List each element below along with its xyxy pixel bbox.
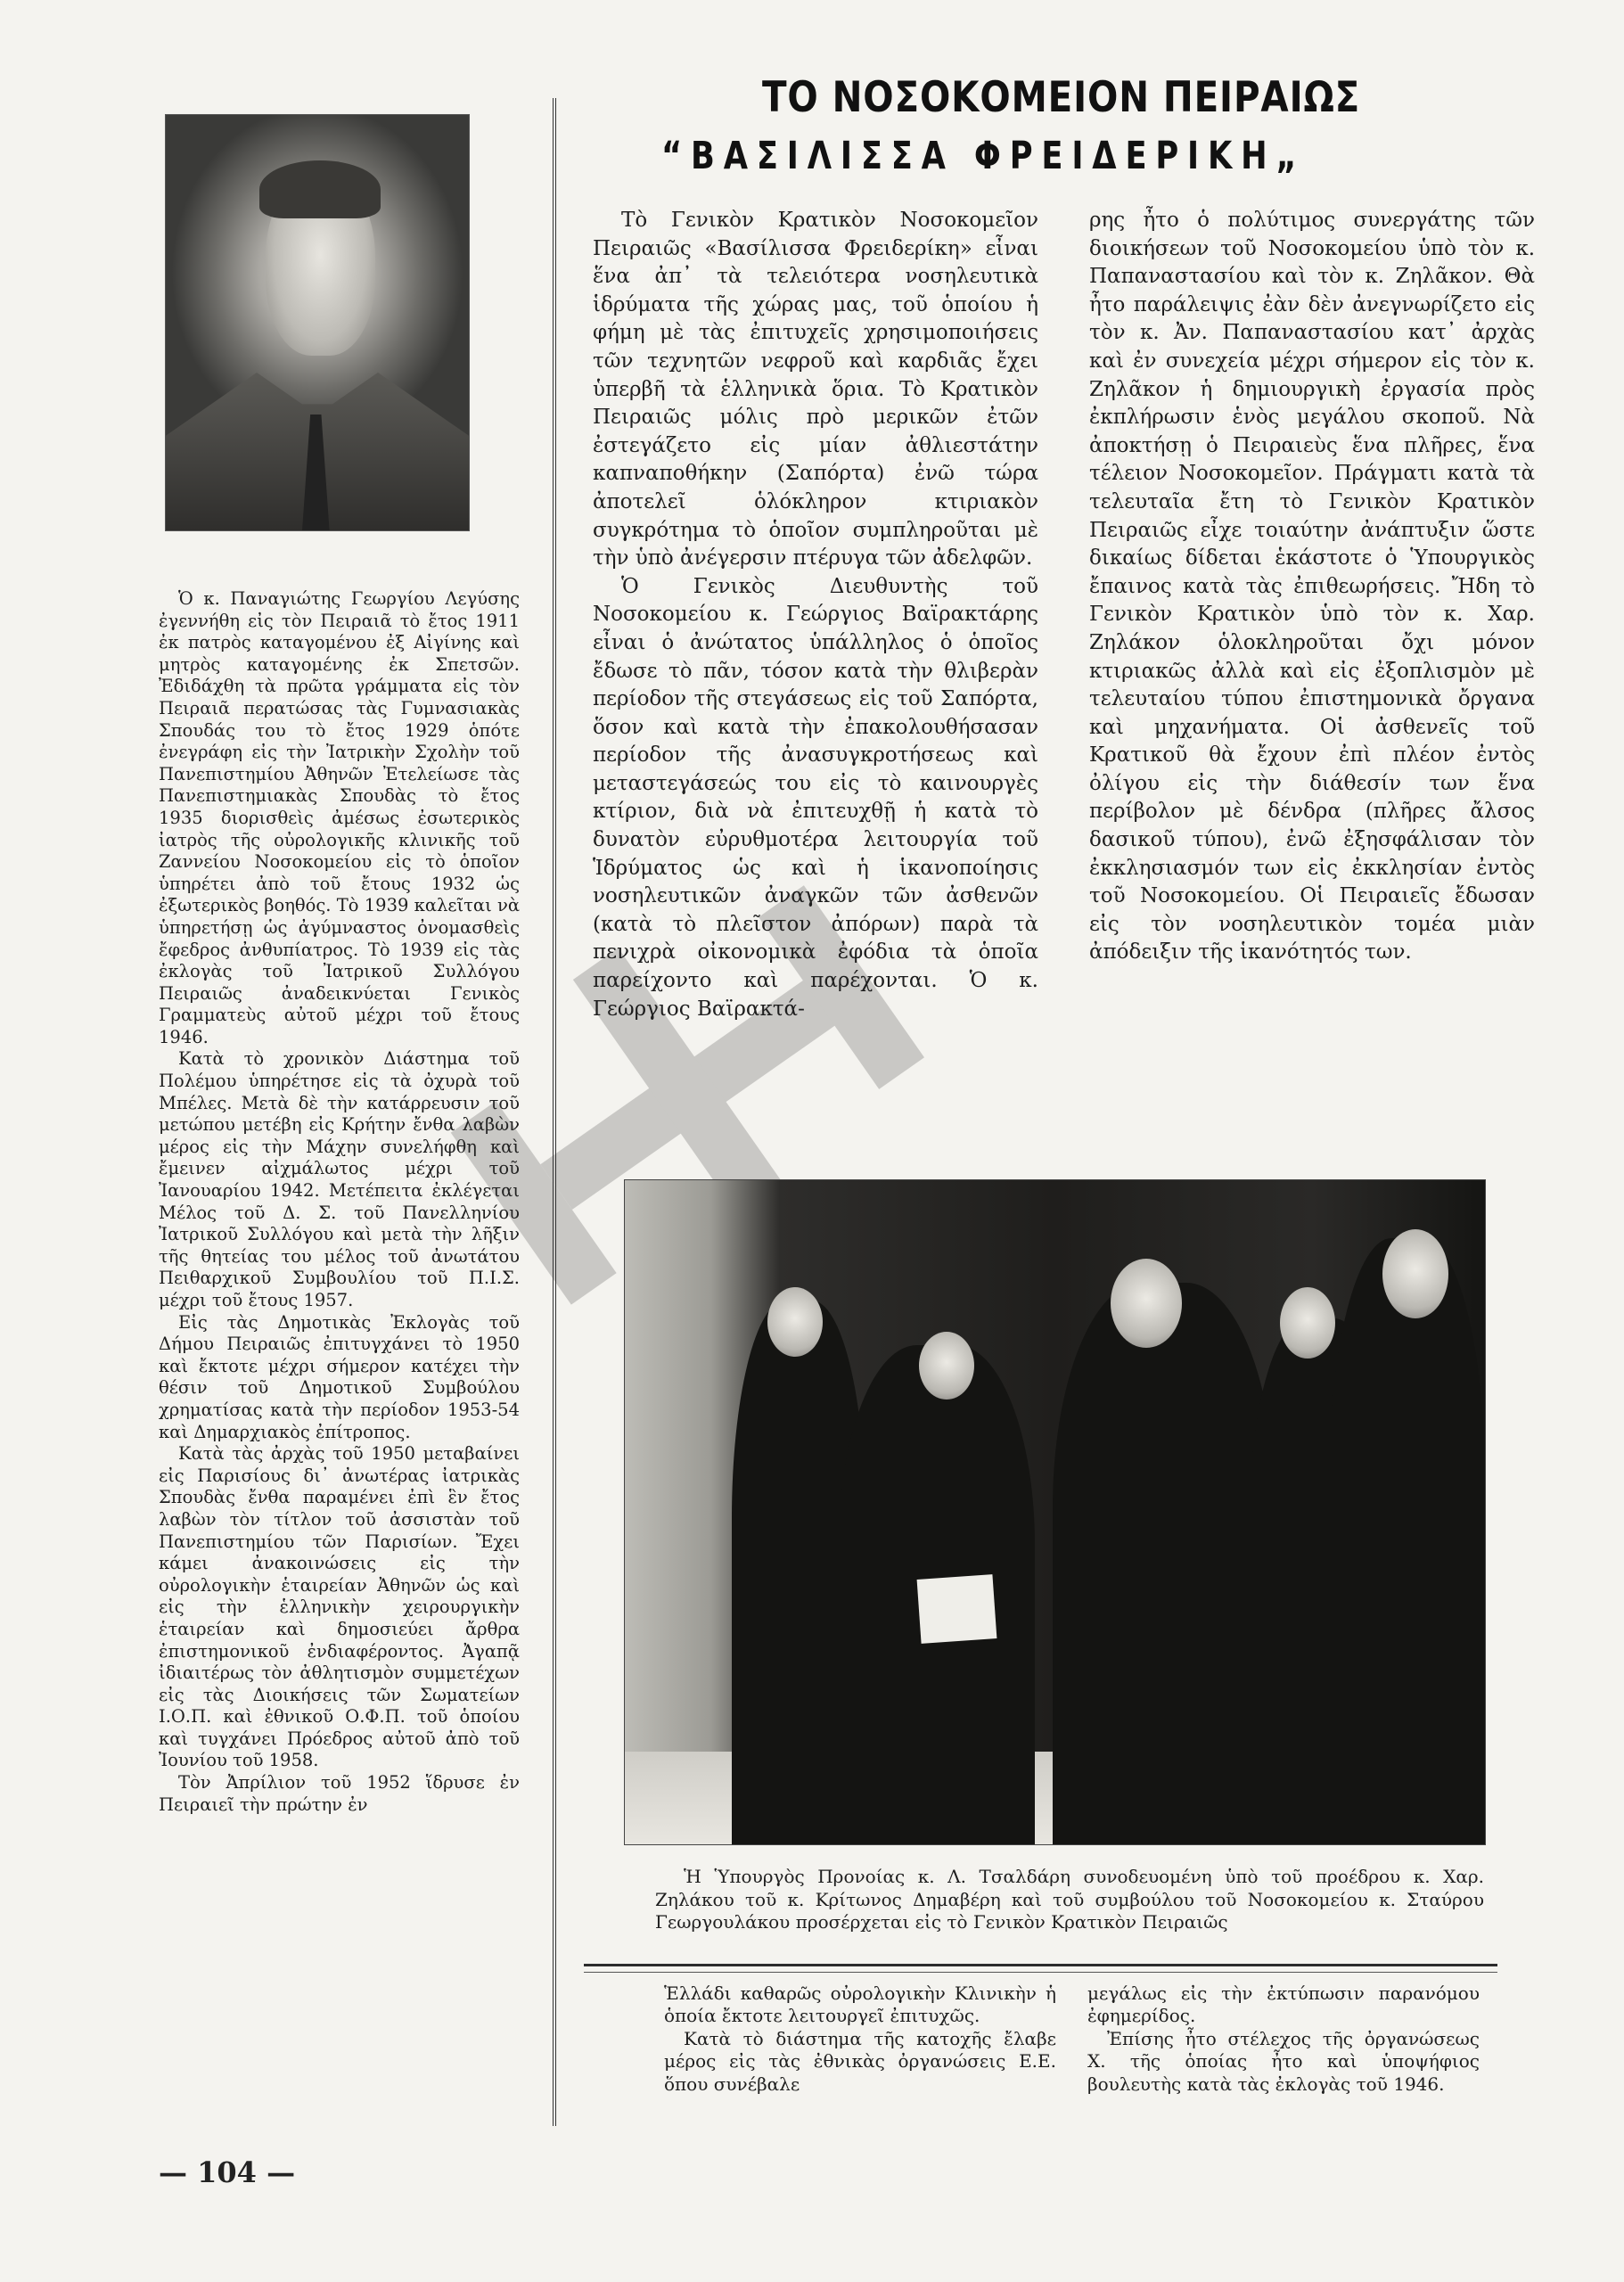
- page-number: — 104 —: [159, 2155, 296, 2189]
- photo-caption: [655, 1866, 1484, 1934]
- portrait-photo: [165, 114, 470, 531]
- bio-paragraph: Κατὰ τὰς ἀρχὰς τοῦ 1950 μεταβαίνει εἰς Παρισίους δι᾽ ἀνωτέρας ἰατρικὰς Σπουδὰς ἔνθα παραμένει ἐπὶ ἓν ἔτος λαβὼν τὸν τίτλον τοῦ ἀσσιστὰν τοῦ Πανεπιστημίου τῶν Παρισίων. Ἔχει κάμει ἀνακοινώσεις εἰς τὴν οὐρολογικὴν ἑταιρείαν Ἀθηνῶν ὡς καὶ εἰς τὴν ἑλληνικὴν χειρουργικὴν ἑταιρείαν καὶ δημοσιεύει ἄρθρα ἐπιστημονικοῦ ἐνδιαφέροντος. Ἀγαπᾷ ἰδιαιτέρως τὸν ἀθλητισμὸν συμμετέχων εἰς τὰς Διοικήσεις τῶν Σωματείων Ι.Ο.Π. καὶ ἐθνικοῦ Ο.Φ.Π. τοῦ ὁποίου καὶ τυγχάνει Πρόεδρος αὐτοῦ ἀπὸ τοῦ Ἰουνίου τοῦ 1958.: [159, 1443, 520, 1771]
- caption-text: Ἡ Ὑπουργὸς Προνοίας κ. Λ. Τσαλδάρη συνοδευομένη ὑπὸ τοῦ προέδρου κ. Χαρ. Ζηλάκου τοῦ κ. Κρίτωνος Δημαβέρη καὶ τοῦ συμβούλου τοῦ Νοσοκομείου κ. Σταύρου Γεωργουλάκου προσέρχεται εἰς τὸ Γενικὸν Κρατικὸν Πειραιῶς: [655, 1866, 1484, 1933]
- article-title-line2: “ΒΑΣΙΛΙΣΣΑ ΦΡΕΙΔΕΡΙΚΗ„: [661, 134, 1306, 178]
- article-column-2: [1089, 207, 1535, 967]
- bio-paragraph: Κατὰ τὸ χρονικὸν Διάστημα τοῦ Πολέμου ὑπηρέτησε εἰς τὰ ὀχυρὰ τοῦ Μπέλες. Μετὰ δὲ τὴν κατάρρευσιν τοῦ μετώπου μετέβη εἰς Κρήτην ἔνθα λαβὼν μέρος εἰς τὴν Μάχην συνελήφθη καὶ ἔμεινεν αἰχμάλωτος μέχρι τοῦ Ἰανουαρίου 1942. Μετέπειτα ἐκλέγεται Μέλος τοῦ Δ. Σ. τοῦ Πανελληνίου Ἰατρικοῦ Συλλόγου καὶ μετὰ τὴν λῆξιν τῆς θητείας του μέλος τοῦ ἀνωτάτου Πειθαρχικοῦ Συμβουλίου τοῦ Π.Ι.Σ. μέχρι τοῦ ἔτους 1957.: [159, 1048, 520, 1310]
- photo-face: [919, 1332, 974, 1400]
- photo-person: [1329, 1238, 1485, 1844]
- bio-paragraph: μεγάλως εἰς τὴν ἐκτύπωσιν παρανόμου ἐφημερίδος.: [1087, 1982, 1480, 2027]
- bio-continuation-column-2: [1087, 1982, 1480, 2096]
- bio-paragraph: Κατὰ τὸ διάστημα τῆς κατοχῆς ἔλαβε μέρος εἰς τὰς ἐθνικὰς ὀργανώσεις Ε.Ε. ὅπου συνέβαλε: [664, 2027, 1056, 2095]
- article-paragraph: ρης ἦτο ὁ πολύτιμος συνεργάτης τῶν διοικήσεων τοῦ Νοσοκομείου ὑπὸ τὸν κ. Παπαναστασίου καὶ τὸν κ. Ζηλᾶκον. Θὰ ἦτο παράλειψις ἐὰν δὲν ἀνεγνωρίζετο εἰς τὸν κ. Ἀν. Παπαναστασίου κατ᾽ ἀρχὰς καὶ ἐν συνεχεία μέχρι σήμερον εἰς τὸν κ. Ζηλᾶκον ἡ δημιουργικὴ ἐργασία πρὸς ἐκπλήρωσιν ἑνὸς μεγάλου σκοποῦ. Νὰ ἀποκτήσῃ ὁ Πειραιεὺς ἕνα πλῆρες, ἕνα τέλειον Νοσοκομεῖον. Πράγματι κατὰ τὰ τελευταῖα ἔτη τὸ Γενικὸν Κρατικὸν Πειραιῶς εἶχε τοιαύτην ἀνάπτυξιν ὥστε δικαίως δίδεται ἑκάστοτε ὁ Ὑπουργικὸς ἔπαινος κατὰ τὰς ἐπιθεωρήσεις. Ἤδη τὸ Γενικὸν Κρατικὸν ὑπὸ τὸν κ. Χαρ. Ζηλάκον ὁλοκληροῦται ὄχι μόνον κτιριακῶς ἀλλὰ καὶ εἰς ἐξοπλισμὸν μὲ τελευταίου τύπου ἐπιστημονικὰ ὄργανα καὶ μηχανήματα. Οἱ ἀσθενεῖς τοῦ Κρατικοῦ θὰ ἔχουν ἐπὶ πλέον ἐντὸς ὀλίγου εἰς τὴν διάθεσίν των ἕνα περίβολον μὲ δένδρα (πλῆρες ἄλσος δασικοῦ τύπου), ἐνῶ ἐξησφάλισαν τὸν ἐκκλησιασμόν των εἰς ἐκκλησίαν ἐντὸς τοῦ Νοσοκομείου. Οἱ Πειραιεῖς ἔδωσαν εἰς τὸν νοσηλευτικὸν τομέα μιὰν ἀπόδειξιν τῆς ἱκανότητός των.: [1089, 209, 1535, 965]
- group-photo: [624, 1179, 1486, 1845]
- photo-face: [1280, 1287, 1335, 1359]
- biography-sidebar: [134, 98, 556, 2126]
- article-title-line1: ΤΟ ΝΟΣΟΚΟΜΕΙΟΝ ΠΕΙΡΑΙΩΣ: [762, 73, 1361, 122]
- bio-paragraph: Ὁ κ. Παναγιώτης Γεωργίου Λεγύσης ἐγεννήθη εἰς τὸν Πειραιᾶ τὸ ἔτος 1911 ἐκ πατρὸς καταγομένου ἐξ Αἰγίνης καὶ μητρὸς καταγομένης ἐκ Σπετσῶν. Ἐδιδάχθη τὰ πρῶτα γράμματα εἰς τὸν Πειραιᾶ περατώσας τὰς Γυμνασιακὰς Σπουδάς του τὸ ἔτος 1929 ὁπότε ἐνεγράφη εἰς τὴν Ἰατρικὴν Σχολὴν τοῦ Πανεπιστημίου Ἀθηνῶν Ἐτελείωσε τὰς Πανεπιστημιακὰς Σπουδὰς τὸ ἔτος 1935 διορισθεὶς ἀμέσως ἐσωτερικὸς ἰατρὸς τῆς οὐρολογικῆς κλινικῆς τοῦ Ζαννείου Νοσοκομείου εἰς τὸ ὁποῖον ὑπηρέτει ἀπὸ τοῦ ἔτους 1932 ὡς ἐξωτερικὸς βοηθός. Τὸ 1939 καλεῖται νὰ ὑπηρετήσῃ ὡς ἀγύμναστος ὀνομασθεὶς ἔφεδρος ἀνθυπίατρος. Τὸ 1939 εἰς τὰς ἐκλογὰς τοῦ Ἰατρικοῦ Συλλόγου Πειραιῶς ἀναδεικνύεται Γενικὸς Γραμματεὺς αὐτοῦ μέχρι τοῦ ἔτους 1946.: [159, 588, 520, 1047]
- section-divider: [584, 1964, 1497, 1973]
- photo-folder: [917, 1574, 997, 1644]
- article-paragraph: Ὁ Γενικὸς Διευθυντὴς τοῦ Νοσοκομείου κ. Γεώργιος Βαϊρακτάρης εἶναι ὁ ἀνώτατος ὑπάλληλος ὁ ὁποῖος ἔδωσε τὸ πᾶν, τόσον κατὰ τὴν θλιβερὰν περίοδον τῆς στεγάσεως εἰς τοῦ Σαπόρτα, ὅσον καὶ κατὰ τὴν ἐπακολουθήσασαν περίοδον τῆς ἀνασυγκροτήσεως καὶ μεταστεγάσεώς του εἰς τὸ καινουργὲς κτίριον, διὰ νὰ ἐπιτευχθῇ ἡ κατὰ τὸ δυνατὸν εὐρυθμοτέρα λειτουργία τοῦ Ἱδρύματος ὡς καὶ ἡ ἱκανοποίησις νοσηλευτικῶν ἀναγκῶν τῶν ἀσθενῶν (κατὰ τὸ πλεῖστον ἀπόρων) παρὰ τὰ πενιχρὰ οἰκονομικὰ ἐφόδια τὰ ὁποῖα παρείχοντο καὶ παρέχονται. Ὁ κ. Γεώργιος Βαϊρακτά-: [593, 574, 1038, 1021]
- photo-face: [1111, 1259, 1182, 1348]
- bio-paragraph: Εἰς τὰς Δημοτικὰς Ἐκλογὰς τοῦ Δήμου Πειραιῶς ἐπιτυγχάνει τὸ 1950 καὶ ἔκτοτε μέχρι σήμερον κατέχει τὴν θέσιν τοῦ Δημοτικοῦ Συμβούλου χρηματίσας κατὰ τὴν περίοδον 1953-54 καὶ Δημαρχιακὸς ἐπίτροπος.: [159, 1311, 520, 1442]
- article-column-1: [593, 207, 1038, 1023]
- article-paragraph: Τὸ Γενικὸν Κρατικὸν Νοσοκομεῖον Πειραιῶς «Βασίλισσα Φρειδερίκη» εἶναι ἕνα ἀπ᾽ τὰ τελειότερα νοσηλευτικὰ ἱδρύματα τῆς χώρας μας, τοῦ ὁποίου ἡ φήμη μὲ τὰς ἐπιτυχεῖς χρησιμοποιήσεις τῶν τεχνητῶν νεφροῦ καὶ καρδιᾶς ἔχει ὑπερβῆ τὰ ἑλληνικὰ ὅρια. Τὸ Κρατικὸν Πειραιῶς μόλις πρὸ μερικῶν ἐτῶν ἐστεγάζετο εἰς μίαν ἀθλιεστάτην καπναποθήκην (Σαπόρτα) ἐνῶ τώρα ἀποτελεῖ ὁλόκληρον κτιριακὸν συγκρότημα τὸ ὁποῖον συμπληροῦται μὲ τὴν ὑπὸ ἀνέγερσιν πτέρυγα τῶν ἀδελφῶν.: [593, 209, 1038, 570]
- biography-text: [159, 588, 520, 1816]
- bio-paragraph: Ἑλλάδι καθαρῶς οὐρολογικὴν Κλινικὴν ἡ ὁποία ἔκτοτε λειτουργεῖ ἐπιτυχῶς.: [664, 1982, 1056, 2027]
- bio-paragraph: Ἐπίσης ἦτο στέλεχος τῆς ὀργανώσεως Χ. τῆς ὁποίας ἦτο καὶ ὑποψήφιος βουλευτὴς κατὰ τὰς ἐκλογὰς τοῦ 1946.: [1087, 2027, 1480, 2095]
- bio-continuation-column-1: [664, 1982, 1056, 2096]
- photo-person: [1053, 1283, 1275, 1844]
- bio-paragraph: Τὸν Ἀπρίλιον τοῦ 1952 ἵδρυσε ἐν Πειραιεῖ τὴν πρώτην ἐν: [159, 1772, 520, 1815]
- photo-face: [1382, 1229, 1448, 1318]
- photo-face: [767, 1287, 823, 1357]
- portrait-hair: [259, 160, 381, 218]
